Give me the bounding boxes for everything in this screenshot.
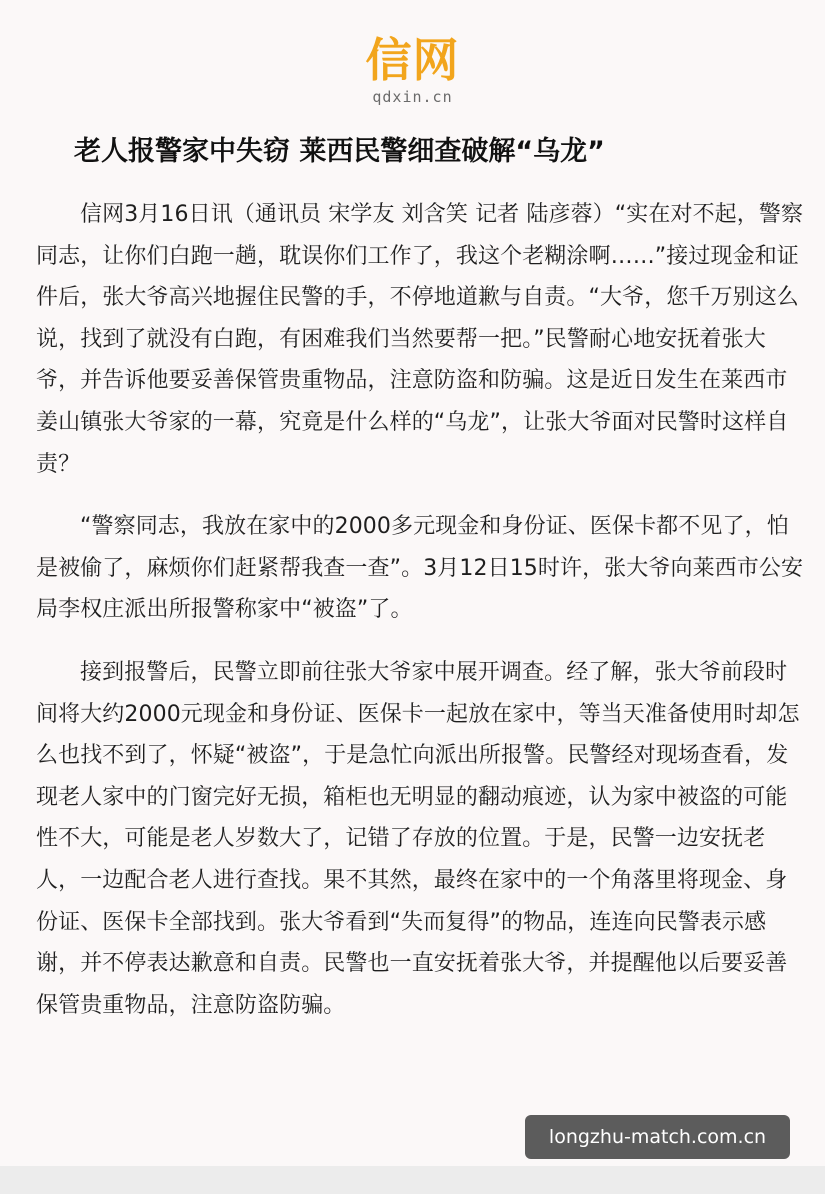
article-paragraph: 接到报警后，民警立即前往张大爷家中展开调查。经了解，张大爷前段时间将大约2000元现金和身份证、医保卡一起放在家中，等当天准备使用时却怎么也找不到了，怀疑“被盗”，于是急忙向派出所报警。民警经对现场查看，发现老人家中的门窗完好无损，箱柜也无明显的翻动痕迹，认为家中被盗的可能性不大，可能是老人岁数大了，记错了存放的位置。于是，民警一边安抚老人，一边配合老人进行查找。果不其然，最终在家中的一个角落里将现金、身份证、医保卡全部找到。张大爷看到“失而复得”的物品，连连向民警表示感谢，并不停表达歉意和自责。民警也一直安抚着张大爷，并提醒他以后要妥善保管贵重物品，注意防盗防骗。	[36, 659, 800, 1018]
watermark-badge: longzhu-match.com.cn	[525, 1115, 790, 1159]
article-paragraph: “警察同志，我放在家中的2000多元现金和身份证、医保卡都不见了，怕是被偷了，麻烦你们赶紧帮我查一查”。3月12日15时许，张大爷向莱西市公安局李权庄派出所报警称家中“被盗”了。	[36, 514, 804, 623]
article-body	[36, 194, 808, 1026]
site-logo	[0, 34, 825, 106]
article-paragraph: 信网3月16日讯（通讯员 宋学友 刘含笑 记者 陆彦蓉）“实在对不起，警察同志，让你们白跑一趟，耽误你们工作了，我这个老糊涂啊……”接过现金和证件后，张大爷高兴地握住民警的手，不停地道歉与自责。“大爷，您千万别这么说，找到了就没有白跑，有困难我们当然要帮一把。”民警耐心地安抚着张大爷，并告诉他要妥善保管贵重物品，注意防盗和防骗。这是近日发生在莱西市姜山镇张大爷家的一幕，究竟是什么样的“乌龙”，让张大爷面对民警时这样自责？	[36, 202, 804, 477]
footer-bar	[0, 1166, 825, 1194]
logo-url: qdxin.cn	[372, 88, 453, 106]
article-title: 老人报警家中失窃 莱西民警细查破解“乌龙”	[74, 136, 605, 167]
logo-mark: 信网	[365, 33, 460, 87]
